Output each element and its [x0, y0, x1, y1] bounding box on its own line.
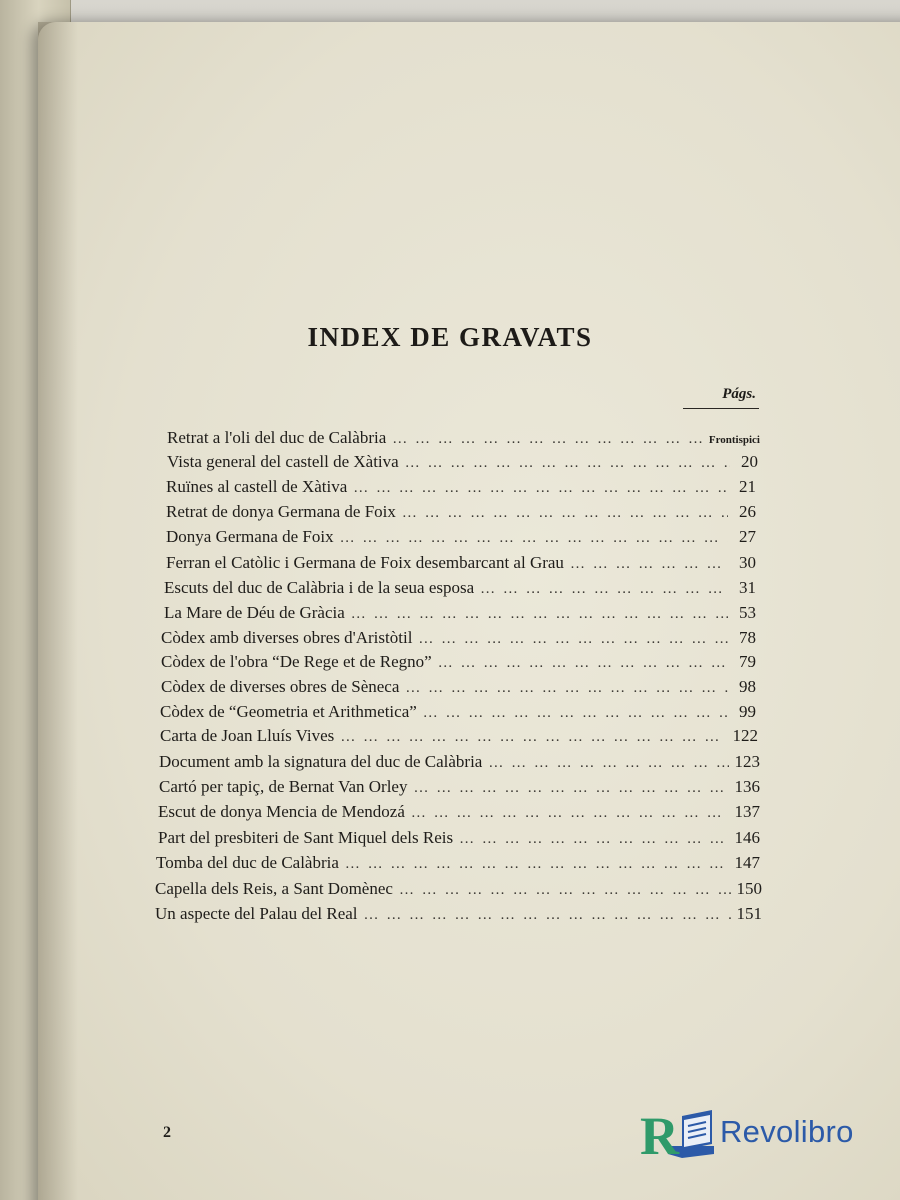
entry-page-number: 136	[734, 777, 760, 796]
revolibro-watermark	[638, 1100, 888, 1164]
entry-page-number: 98	[739, 677, 756, 696]
index-entry	[161, 677, 756, 701]
entry-label: Vista general del castell de Xàtiva	[167, 452, 399, 471]
entry-page-number: 79	[739, 652, 756, 671]
dot-leader	[423, 705, 728, 722]
entry-label: Cartó per tapiç, de Bernat Van Orley	[159, 777, 408, 796]
index-entry	[167, 428, 760, 452]
entry-label: Retrat a l'oli del duc de Calàbria	[167, 428, 387, 447]
entry-label: Carta de Joan Lluís Vives	[160, 726, 335, 745]
dot-leader	[340, 729, 726, 746]
page-title: INDEX DE GRAVATS	[307, 322, 593, 352]
entry-page-number: 20	[741, 452, 758, 471]
brand-name: Revolibro	[720, 1114, 854, 1149]
entry-page-number: 26	[739, 502, 756, 521]
dot-leader	[411, 805, 729, 822]
index-entry	[160, 702, 756, 726]
logo-letter: R	[640, 1106, 679, 1162]
entry-label: Capella dels Reis, a Sant Domènec	[155, 879, 393, 898]
entry-page-number: 146	[734, 828, 760, 847]
dot-leader	[345, 856, 729, 873]
dot-leader	[459, 831, 728, 848]
dot-leader	[413, 780, 728, 797]
dot-leader	[488, 755, 728, 772]
entry-label: Ferran el Catòlic i Germana de Foix desembarcant al Grau	[166, 553, 564, 572]
entry-page-number: 30	[739, 553, 756, 572]
index-entry	[158, 802, 760, 826]
entry-page-number: 99	[739, 702, 756, 721]
index-entry	[166, 553, 756, 577]
dot-leader	[340, 530, 728, 547]
dot-leader	[402, 505, 728, 522]
index-entry	[161, 628, 756, 652]
entry-page-number: 150	[736, 879, 762, 898]
index-entry	[164, 603, 756, 627]
entry-page-number: Frontispici	[708, 434, 760, 446]
index-entry	[164, 578, 756, 602]
index-entry	[160, 726, 758, 750]
dot-leader	[405, 680, 728, 697]
dot-leader	[399, 882, 731, 899]
entry-page-number: 123	[734, 752, 760, 771]
dot-leader	[570, 556, 728, 573]
entry-page-number: 147	[734, 853, 760, 872]
entry-label: La Mare de Déu de Gràcia	[164, 603, 345, 622]
index-entry	[166, 527, 756, 551]
dot-leader	[418, 631, 728, 648]
entry-label: Tomba del duc de Calàbria	[156, 853, 339, 872]
index-entry	[167, 452, 758, 476]
dot-leader	[353, 480, 728, 497]
index-entry	[158, 828, 760, 852]
index-entry	[166, 502, 756, 526]
entry-label: Escut de donya Mencia de Mendozá	[158, 802, 405, 821]
entry-page-number: 21	[739, 477, 756, 496]
entry-page-number: 31	[739, 578, 756, 597]
entry-page-number: 27	[739, 527, 756, 546]
entry-label: Un aspecte del Palau del Real	[155, 904, 358, 923]
revolibro-logo-icon	[638, 1102, 716, 1162]
dot-leader	[351, 606, 728, 623]
index-entry	[159, 752, 760, 776]
entry-page-number: 78	[739, 628, 756, 647]
dot-leader	[405, 455, 730, 472]
entry-label: Part del presbiteri de Sant Miquel dels Reis	[158, 828, 454, 847]
entry-label: Donya Germana de Foix	[166, 527, 334, 546]
entry-page-number: 151	[736, 904, 762, 923]
entry-page-number: 137	[734, 802, 760, 821]
dot-leader	[392, 431, 703, 448]
entry-page-number: 53	[739, 603, 756, 622]
index-entry	[161, 652, 756, 676]
page-number: 2	[163, 1124, 171, 1141]
entry-label: Document amb la signatura del duc de Calàbria	[159, 752, 483, 771]
entry-label: Còdex de diverses obres de Sèneca	[161, 677, 400, 696]
index-entry	[166, 477, 756, 501]
entry-label: Escuts del duc de Calàbria i de la seua esposa	[164, 578, 475, 597]
entry-label: Còdex amb diverses obres d'Aristòtil	[161, 628, 413, 647]
dot-leader	[438, 655, 728, 672]
index-entry	[159, 777, 760, 801]
entry-label: Còdex de “Geometria et Arithmetica”	[160, 702, 417, 721]
dot-leader	[364, 907, 731, 924]
index-entry	[155, 904, 762, 928]
entry-page-number: 122	[732, 726, 758, 745]
entry-label: Còdex de l'obra “De Rege et de Regno”	[161, 652, 432, 671]
entry-label: Retrat de donya Germana de Foix	[166, 502, 396, 521]
index-entry	[156, 853, 760, 877]
entry-label: Ruïnes al castell de Xàtiva	[166, 477, 348, 496]
index-entry	[155, 879, 762, 903]
pages-column-header: Págs.	[722, 386, 756, 402]
dot-leader	[480, 581, 728, 598]
